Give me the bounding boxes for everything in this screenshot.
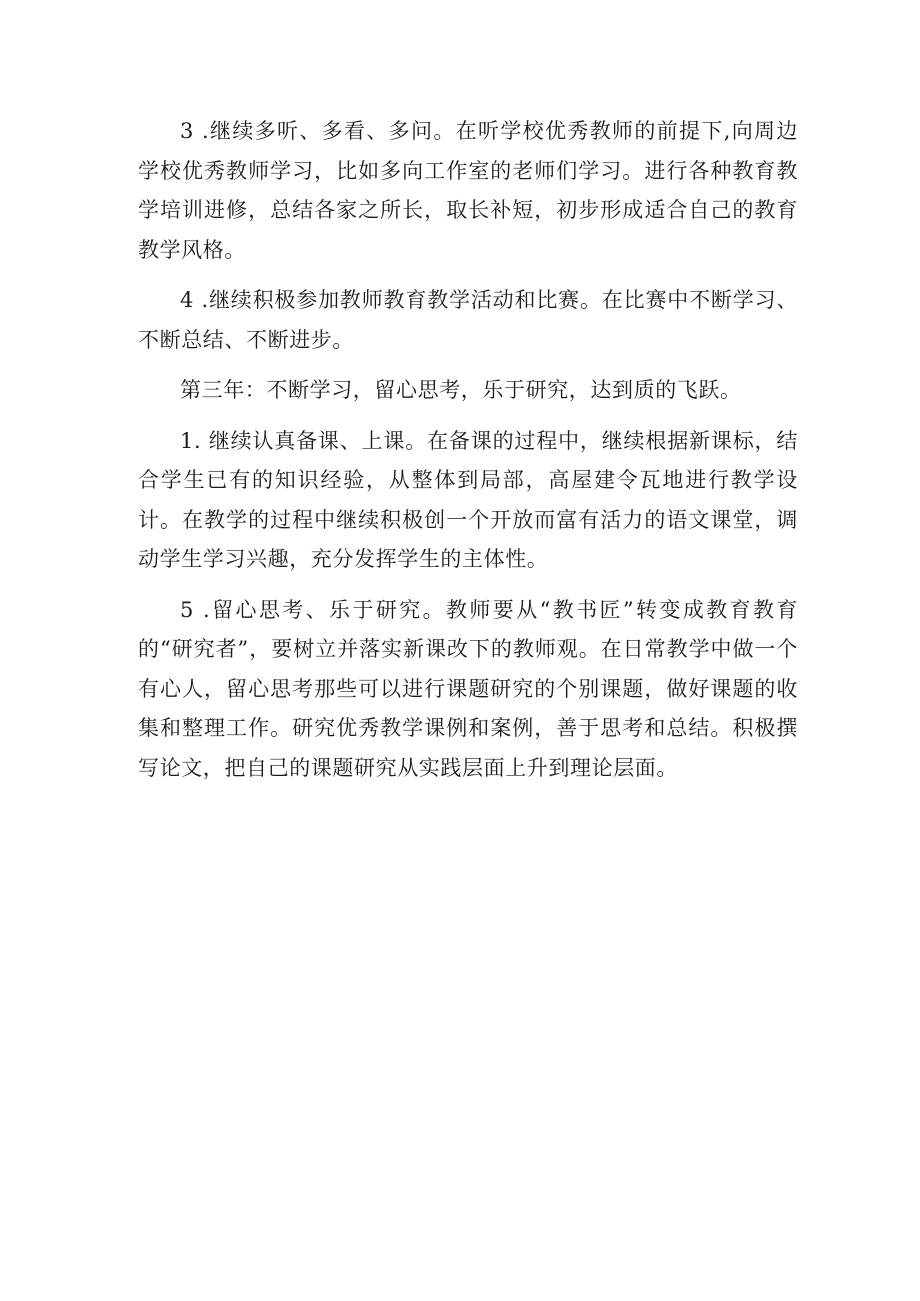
paragraph-item-5: 5 .留心思考、乐于研究。教师要从“教书匠”转变成教育教育的“研究者”，要树立并落实新课改下的教师观。在日常教学中做一个有心人，留心思考那些可以进行课题研究的个别课题，做好课题的收集和整理工作。研究优秀教学课例和案例，善于思考和总结。积极撰写论文，把自己的课题研究从实践层面上升到理论层面。 — [138, 597, 798, 780]
paragraph-item-3: 3 .继续多听、多看、多问。在听学校优秀教师的前提下,向周边学校优秀教师学习，比如多向工作室的老师们学习。进行各种教育教学培训进修，总结各家之所长，取长补短，初步形成适合自己的教育教学风格。 — [138, 119, 798, 262]
document-body — [138, 112, 798, 799]
paragraph-item-1: 1. 继续认真备课、上课。在备课的过程中，继续根据新课标，结合学生已有的知识经验，从整体到局部，高屋建令瓦地进行教学设计。在教学的过程中继续积极创一个开放而富有活力的语文课堂，调动学生学习兴趣，充分发挥学生的主体性。 — [138, 428, 798, 571]
paragraph-year-three-heading: 第三年：不断学习，留心思考，乐于研究，达到质的飞跃。 — [180, 378, 742, 402]
paragraph-item-4: 4 .继续积极参加教师教育教学活动和比赛。在比赛中不断学习、不断总结、不断进步。 — [138, 288, 798, 352]
